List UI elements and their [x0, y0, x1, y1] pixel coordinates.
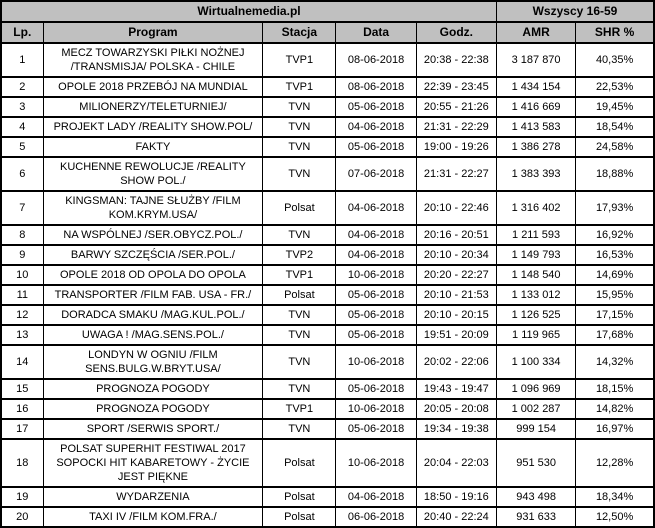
cell-shr: 14,32% — [576, 345, 654, 379]
cell-stacja: TVP1 — [263, 399, 336, 419]
cell-stacja: Polsat — [263, 285, 336, 305]
cell-program: MECZ TOWARZYSKI PIŁKI NOŻNEJ /TRANSMISJA/ POLSKA - CHILE — [43, 43, 263, 77]
table-column-header-row — [1, 22, 654, 43]
cell-amr: 999 154 — [496, 419, 575, 439]
cell-stacja: Polsat — [263, 191, 336, 225]
cell-lp: 20 — [1, 507, 43, 527]
cell-amr: 1 100 334 — [496, 345, 575, 379]
cell-data: 08-06-2018 — [336, 43, 416, 77]
cell-program: SPORT /SERWIS SPORT./ — [43, 419, 263, 439]
cell-lp: 11 — [1, 285, 43, 305]
cell-program: LONDYN W OGNIU /FILM SENS.BULG.W.BRYT.USA/ — [43, 345, 263, 379]
cell-stacja: TVN — [263, 117, 336, 137]
cell-stacja: TVN — [263, 345, 336, 379]
cell-data: 10-06-2018 — [336, 439, 416, 487]
cell-godz: 21:31 - 22:29 — [416, 117, 496, 137]
cell-lp: 7 — [1, 191, 43, 225]
cell-amr: 1 149 793 — [496, 245, 575, 265]
cell-godz: 22:39 - 23:45 — [416, 77, 496, 97]
cell-stacja: TVN — [263, 225, 336, 245]
cell-amr: 943 498 — [496, 487, 575, 507]
cell-program: POLSAT SUPERHIT FESTIWAL 2017 SOPOCKI HIT KABARETOWY - ŻYCIE JEST PIĘKNE — [43, 439, 263, 487]
cell-program: KUCHENNE REWOLUCJE /REALITY SHOW POL./ — [43, 157, 263, 191]
cell-program: FAKTY — [43, 137, 263, 157]
cell-shr: 12,28% — [576, 439, 654, 487]
cell-amr: 1 119 965 — [496, 325, 575, 345]
cell-program: OPOLE 2018 PRZEBÓJ NA MUNDIAL — [43, 77, 263, 97]
cell-stacja: TVN — [263, 419, 336, 439]
cell-amr: 1 148 540 — [496, 265, 575, 285]
cell-godz: 20:02 - 22:06 — [416, 345, 496, 379]
cell-godz: 19:43 - 19:47 — [416, 379, 496, 399]
cell-data: 07-06-2018 — [336, 157, 416, 191]
column-header-program: Program — [43, 22, 263, 43]
cell-stacja: TVN — [263, 325, 336, 345]
cell-lp: 3 — [1, 97, 43, 117]
table-row — [1, 487, 654, 507]
cell-godz: 20:10 - 20:15 — [416, 305, 496, 325]
table-row — [1, 419, 654, 439]
cell-godz: 20:10 - 20:34 — [416, 245, 496, 265]
cell-shr: 22,53% — [576, 77, 654, 97]
cell-lp: 1 — [1, 43, 43, 77]
table-row — [1, 305, 654, 325]
cell-amr: 1 383 393 — [496, 157, 575, 191]
cell-amr: 1 133 012 — [496, 285, 575, 305]
cell-lp: 17 — [1, 419, 43, 439]
cell-shr: 12,50% — [576, 507, 654, 527]
cell-amr: 1 434 154 — [496, 77, 575, 97]
table-row — [1, 379, 654, 399]
cell-amr: 1 386 278 — [496, 137, 575, 157]
table-row — [1, 191, 654, 225]
cell-godz: 20:38 - 22:38 — [416, 43, 496, 77]
cell-data: 05-06-2018 — [336, 379, 416, 399]
cell-lp: 9 — [1, 245, 43, 265]
cell-shr: 15,95% — [576, 285, 654, 305]
cell-godz: 20:16 - 20:51 — [416, 225, 496, 245]
cell-stacja: Polsat — [263, 439, 336, 487]
cell-shr: 18,88% — [576, 157, 654, 191]
cell-lp: 6 — [1, 157, 43, 191]
cell-data: 10-06-2018 — [336, 265, 416, 285]
cell-stacja: TVP2 — [263, 245, 336, 265]
cell-amr: 931 633 — [496, 507, 575, 527]
cell-shr: 24,58% — [576, 137, 654, 157]
cell-data: 08-06-2018 — [336, 77, 416, 97]
cell-lp: 10 — [1, 265, 43, 285]
cell-data: 10-06-2018 — [336, 345, 416, 379]
table-row — [1, 439, 654, 487]
cell-amr: 1 126 525 — [496, 305, 575, 325]
cell-data: 04-06-2018 — [336, 487, 416, 507]
cell-stacja: TVN — [263, 157, 336, 191]
cell-lp: 8 — [1, 225, 43, 245]
cell-data: 04-06-2018 — [336, 191, 416, 225]
cell-godz: 20:04 - 22:03 — [416, 439, 496, 487]
cell-lp: 12 — [1, 305, 43, 325]
table-row — [1, 77, 654, 97]
cell-amr: 1 416 669 — [496, 97, 575, 117]
table-row — [1, 117, 654, 137]
cell-shr: 18,15% — [576, 379, 654, 399]
cell-program: DORADCA SMAKU /MAG.KUL.POL./ — [43, 305, 263, 325]
cell-lp: 5 — [1, 137, 43, 157]
cell-lp: 14 — [1, 345, 43, 379]
cell-amr: 1 211 593 — [496, 225, 575, 245]
cell-lp: 13 — [1, 325, 43, 345]
cell-godz: 20:20 - 22:27 — [416, 265, 496, 285]
cell-shr: 17,93% — [576, 191, 654, 225]
cell-lp: 15 — [1, 379, 43, 399]
cell-program: TAXI IV /FILM KOM.FRA./ — [43, 507, 263, 527]
table-row — [1, 345, 654, 379]
cell-data: 05-06-2018 — [336, 137, 416, 157]
cell-godz: 19:51 - 20:09 — [416, 325, 496, 345]
cell-program: MILIONERZY/TELETURNIEJ/ — [43, 97, 263, 117]
cell-program: PROGNOZA POGODY — [43, 379, 263, 399]
cell-shr: 14,69% — [576, 265, 654, 285]
table-row — [1, 43, 654, 77]
cell-shr: 16,97% — [576, 419, 654, 439]
cell-godz: 19:00 - 19:26 — [416, 137, 496, 157]
cell-shr: 17,68% — [576, 325, 654, 345]
cell-data: 04-06-2018 — [336, 245, 416, 265]
table-source-title: Wirtualnemedia.pl — [1, 1, 496, 22]
cell-godz: 21:31 - 22:27 — [416, 157, 496, 191]
cell-amr: 1 002 287 — [496, 399, 575, 419]
column-header-data: Data — [336, 22, 416, 43]
table-row — [1, 157, 654, 191]
cell-program: NA WSPÓLNEJ /SER.OBYCZ.POL./ — [43, 225, 263, 245]
cell-stacja: TVN — [263, 97, 336, 117]
cell-godz: 20:10 - 22:46 — [416, 191, 496, 225]
cell-shr: 17,15% — [576, 305, 654, 325]
cell-program: KINGSMAN: TAJNE SŁUŻBY /FILM KOM.KRYM.USA/ — [43, 191, 263, 225]
cell-lp: 4 — [1, 117, 43, 137]
cell-data: 05-06-2018 — [336, 419, 416, 439]
table-row — [1, 265, 654, 285]
cell-data: 05-06-2018 — [336, 305, 416, 325]
table-row — [1, 399, 654, 419]
table-row — [1, 245, 654, 265]
cell-stacja: TVN — [263, 137, 336, 157]
cell-program: PROJEKT LADY /REALITY SHOW.POL/ — [43, 117, 263, 137]
table-row — [1, 285, 654, 305]
cell-program: PROGNOZA POGODY — [43, 399, 263, 419]
cell-shr: 18,54% — [576, 117, 654, 137]
table-title-row — [1, 1, 654, 22]
cell-stacja: Polsat — [263, 507, 336, 527]
cell-program: WYDARZENIA — [43, 487, 263, 507]
cell-data: 06-06-2018 — [336, 507, 416, 527]
cell-amr: 1 096 969 — [496, 379, 575, 399]
cell-amr: 3 187 870 — [496, 43, 575, 77]
cell-stacja: TVP1 — [263, 43, 336, 77]
cell-program: OPOLE 2018 OD OPOLA DO OPOLA — [43, 265, 263, 285]
cell-lp: 16 — [1, 399, 43, 419]
cell-program: UWAGA ! /MAG.SENS.POL./ — [43, 325, 263, 345]
table-row — [1, 97, 654, 117]
cell-data: 05-06-2018 — [336, 325, 416, 345]
cell-shr: 14,82% — [576, 399, 654, 419]
cell-godz: 20:10 - 21:53 — [416, 285, 496, 305]
cell-stacja: TVN — [263, 379, 336, 399]
cell-lp: 2 — [1, 77, 43, 97]
cell-data: 04-06-2018 — [336, 225, 416, 245]
column-header-amr: AMR — [496, 22, 575, 43]
table-audience-title: Wszyscy 16-59 — [496, 1, 654, 22]
cell-shr: 18,34% — [576, 487, 654, 507]
table-body — [1, 43, 654, 527]
cell-shr: 40,35% — [576, 43, 654, 77]
column-header-lp: Lp. — [1, 22, 43, 43]
cell-godz: 18:50 - 19:16 — [416, 487, 496, 507]
cell-stacja: TVP1 — [263, 77, 336, 97]
cell-program: BARWY SZCZĘŚCIA /SER.POL./ — [43, 245, 263, 265]
cell-data: 04-06-2018 — [336, 117, 416, 137]
cell-godz: 20:55 - 21:26 — [416, 97, 496, 117]
cell-lp: 19 — [1, 487, 43, 507]
column-header-stacja: Stacja — [263, 22, 336, 43]
cell-stacja: Polsat — [263, 487, 336, 507]
cell-godz: 19:34 - 19:38 — [416, 419, 496, 439]
column-header-shr: SHR % — [576, 22, 654, 43]
cell-data: 05-06-2018 — [336, 285, 416, 305]
table-row — [1, 137, 654, 157]
cell-amr: 1 413 583 — [496, 117, 575, 137]
cell-godz: 20:05 - 20:08 — [416, 399, 496, 419]
cell-shr: 16,53% — [576, 245, 654, 265]
column-header-godz: Godz. — [416, 22, 496, 43]
cell-data: 10-06-2018 — [336, 399, 416, 419]
cell-shr: 16,92% — [576, 225, 654, 245]
cell-stacja: TVN — [263, 305, 336, 325]
cell-godz: 20:40 - 22:24 — [416, 507, 496, 527]
table-row — [1, 225, 654, 245]
table-row — [1, 325, 654, 345]
cell-shr: 19,45% — [576, 97, 654, 117]
cell-lp: 18 — [1, 439, 43, 487]
cell-data: 05-06-2018 — [336, 97, 416, 117]
cell-amr: 951 530 — [496, 439, 575, 487]
cell-program: TRANSPORTER /FILM FAB. USA - FR./ — [43, 285, 263, 305]
table-head — [1, 1, 654, 43]
cell-stacja: TVP1 — [263, 265, 336, 285]
cell-amr: 1 316 402 — [496, 191, 575, 225]
table-row — [1, 507, 654, 527]
